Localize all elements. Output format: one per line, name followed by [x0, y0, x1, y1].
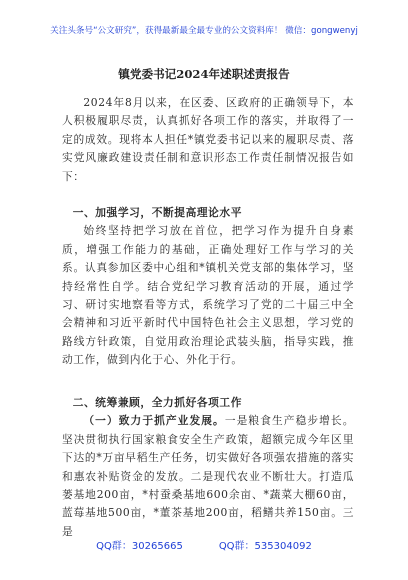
intro-paragraph: 2024年8月以来，在区委、区政府的正确领导下，本人积极履职尽责，认真抓好各项工作的落实，并取得了一定的成效。现将本人担任*镇党委书记以来的履职尽责、落实党风廉政建设责任制和意识形态工作责任制情况报告如下： [62, 96, 354, 183]
footer-note [0, 537, 408, 552]
section-2-text: 一是粮食生产稳步增长。坚决贯彻执行国家粮食安全生产政策，超额完成今年区里下达的*万亩早稻生产任务，切实做好各项强农措施的落实和惠农补贴资金的发放。二是现代农业不断壮大。打造瓜蒌基地200亩，*村蚕桑基地600余亩、*蔬菜大棚60亩，蓝莓基地500亩，*董茶基地200亩，稻鳝共养150亩。三是 [62, 414, 355, 538]
section-2 [62, 394, 354, 541]
intro-block [62, 94, 354, 186]
footer-qq-group-1: QQ群：30265665 [96, 541, 183, 552]
section-1-heading: 一、加强学习，不断提高理论水平 [72, 206, 243, 219]
section-2-heading: 二、统筹兼顾，全力抓好各项工作 [72, 396, 243, 409]
header-note: 关注头条号“公文研究”，获得最新最全最专业的公文资料库！ 微信：gongwenyj [50, 26, 358, 36]
section-1 [62, 204, 354, 370]
document-title: 镇党委书记2024年述职述责报告 [118, 67, 290, 81]
section-1-paragraph: 始终坚持把学习放在首位，把学习作为提升自身素质，增强工作能力的基础，正确处理好工作与学习的关系。认真参加区委中心组和*镇机关党支部的集体学习，坚持经常性自学。结合党纪学习教育活动的开展，通过学习、研讨实地察看等方式，系统学习了党的二十届三中全会精神和习近平新时代中国特色社会主义思想，学习党的路线方针政策，自觉用政治理论武装头脑，指导实践，推动工作，做到内化于心、外化于行。 [62, 224, 354, 367]
footer-qq-group-2: QQ群：535304092 [218, 541, 312, 552]
section-2-paragraph [62, 412, 354, 541]
section-2-subheading: （一）致力于抓产业发展。 [83, 414, 225, 428]
